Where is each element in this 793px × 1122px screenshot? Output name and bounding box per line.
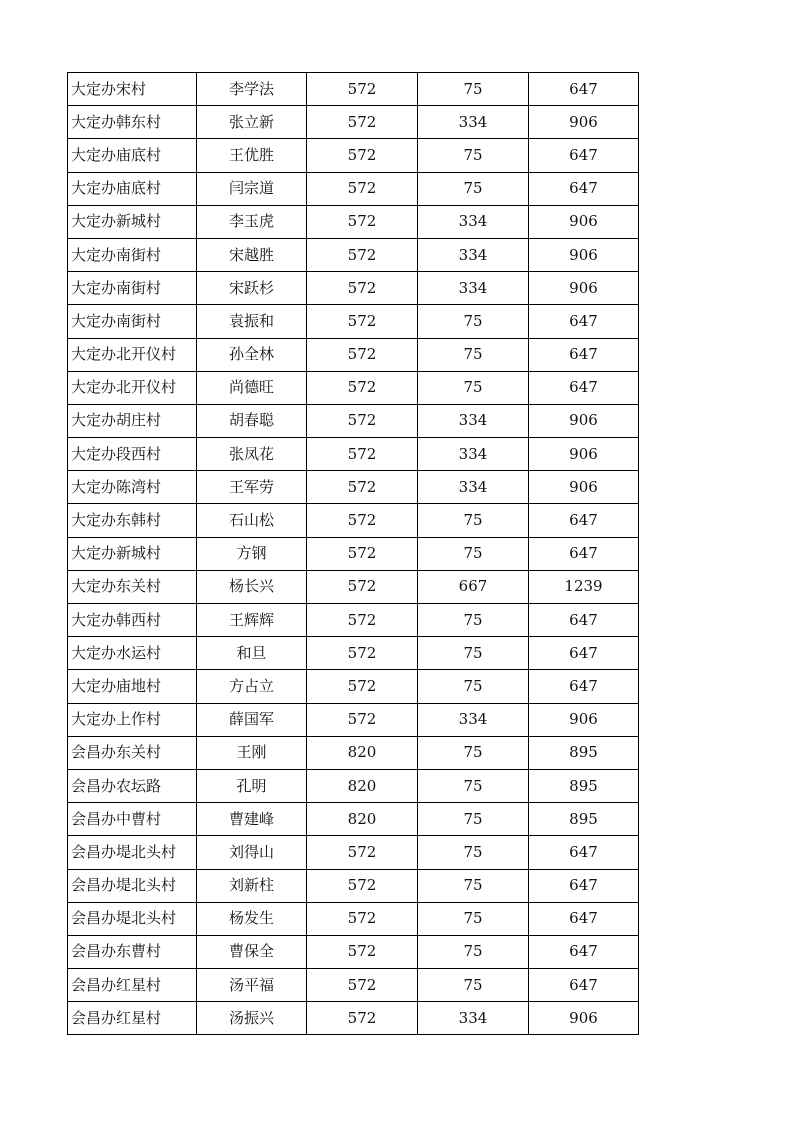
cell-village: 大定办北开仪村	[68, 371, 197, 404]
cell-village: 大定办韩东村	[68, 106, 197, 139]
cell-amount-b: 75	[418, 172, 529, 205]
cell-amount-total: 647	[529, 902, 639, 935]
cell-person-name: 李玉虎	[197, 205, 307, 238]
cell-amount-a: 572	[307, 205, 418, 238]
table-row	[68, 471, 639, 504]
cell-amount-b: 75	[418, 969, 529, 1002]
cell-person-name: 王军劳	[197, 471, 307, 504]
cell-village: 大定办水运村	[68, 637, 197, 670]
table-row	[68, 73, 639, 106]
cell-amount-b: 75	[418, 803, 529, 836]
cell-amount-total: 647	[529, 371, 639, 404]
cell-village: 会昌办东关村	[68, 736, 197, 769]
cell-amount-b: 334	[418, 438, 529, 471]
cell-amount-total: 895	[529, 769, 639, 802]
cell-village: 会昌办农坛路	[68, 769, 197, 802]
cell-amount-total: 647	[529, 504, 639, 537]
cell-amount-b: 75	[418, 73, 529, 106]
cell-amount-total: 647	[529, 670, 639, 703]
cell-village: 大定办东韩村	[68, 504, 197, 537]
cell-amount-total: 647	[529, 969, 639, 1002]
cell-village: 会昌办东曹村	[68, 935, 197, 968]
cell-village: 大定办庙地村	[68, 670, 197, 703]
table-row	[68, 404, 639, 437]
cell-village: 大定办新城村	[68, 537, 197, 570]
cell-amount-b: 667	[418, 570, 529, 603]
table-row	[68, 438, 639, 471]
table-row	[68, 272, 639, 305]
table-row	[68, 1002, 639, 1035]
cell-amount-b: 334	[418, 1002, 529, 1035]
cell-amount-total: 647	[529, 935, 639, 968]
table-row	[68, 803, 639, 836]
table-row	[68, 869, 639, 902]
cell-amount-b: 334	[418, 404, 529, 437]
cell-person-name: 杨发生	[197, 902, 307, 935]
table-row	[68, 305, 639, 338]
cell-village: 大定办胡庄村	[68, 404, 197, 437]
cell-amount-total: 1239	[529, 570, 639, 603]
cell-amount-total: 647	[529, 604, 639, 637]
cell-amount-b: 75	[418, 637, 529, 670]
table-row	[68, 736, 639, 769]
cell-village: 会昌办红星村	[68, 1002, 197, 1035]
table-row	[68, 205, 639, 238]
cell-person-name: 石山松	[197, 504, 307, 537]
cell-person-name: 孙全林	[197, 338, 307, 371]
cell-amount-b: 334	[418, 471, 529, 504]
cell-village: 大定办陈湾村	[68, 471, 197, 504]
cell-person-name: 刘得山	[197, 836, 307, 869]
cell-village: 会昌办堤北头村	[68, 836, 197, 869]
cell-person-name: 张凤花	[197, 438, 307, 471]
cell-amount-total: 647	[529, 338, 639, 371]
cell-amount-b: 75	[418, 902, 529, 935]
cell-person-name: 曹建峰	[197, 803, 307, 836]
cell-village: 大定办南街村	[68, 238, 197, 271]
cell-person-name: 李学法	[197, 73, 307, 106]
cell-amount-a: 572	[307, 139, 418, 172]
table-row	[68, 935, 639, 968]
cell-amount-total: 906	[529, 272, 639, 305]
cell-person-name: 方占立	[197, 670, 307, 703]
cell-amount-b: 75	[418, 670, 529, 703]
cell-amount-b: 75	[418, 769, 529, 802]
cell-amount-b: 75	[418, 836, 529, 869]
cell-amount-b: 75	[418, 139, 529, 172]
cell-amount-a: 572	[307, 570, 418, 603]
table-row	[68, 371, 639, 404]
cell-amount-b: 75	[418, 338, 529, 371]
cell-village: 大定办庙底村	[68, 139, 197, 172]
cell-amount-total: 906	[529, 471, 639, 504]
cell-amount-b: 75	[418, 371, 529, 404]
table-row	[68, 637, 639, 670]
cell-village: 大定办段西村	[68, 438, 197, 471]
cell-amount-b: 75	[418, 504, 529, 537]
cell-person-name: 汤振兴	[197, 1002, 307, 1035]
table-row	[68, 106, 639, 139]
table-row	[68, 537, 639, 570]
cell-amount-a: 820	[307, 803, 418, 836]
cell-village: 会昌办堤北头村	[68, 902, 197, 935]
cell-amount-a: 572	[307, 604, 418, 637]
table-row	[68, 670, 639, 703]
cell-person-name: 和旦	[197, 637, 307, 670]
cell-amount-b: 75	[418, 736, 529, 769]
cell-person-name: 汤平福	[197, 969, 307, 1002]
cell-amount-total: 647	[529, 73, 639, 106]
cell-amount-a: 572	[307, 836, 418, 869]
table-row	[68, 836, 639, 869]
cell-amount-a: 572	[307, 902, 418, 935]
cell-person-name: 袁振和	[197, 305, 307, 338]
cell-amount-a: 572	[307, 537, 418, 570]
cell-amount-b: 75	[418, 305, 529, 338]
cell-amount-total: 647	[529, 172, 639, 205]
cell-amount-a: 572	[307, 471, 418, 504]
cell-amount-total: 647	[529, 537, 639, 570]
cell-amount-a: 572	[307, 670, 418, 703]
cell-amount-total: 647	[529, 305, 639, 338]
cell-person-name: 曹保全	[197, 935, 307, 968]
cell-amount-a: 572	[307, 404, 418, 437]
cell-amount-a: 572	[307, 703, 418, 736]
cell-village: 大定办宋村	[68, 73, 197, 106]
cell-amount-a: 820	[307, 769, 418, 802]
cell-person-name: 张立新	[197, 106, 307, 139]
cell-person-name: 孔明	[197, 769, 307, 802]
cell-amount-b: 75	[418, 537, 529, 570]
cell-amount-b: 334	[418, 205, 529, 238]
cell-person-name: 刘新柱	[197, 869, 307, 902]
cell-village: 大定办东关村	[68, 570, 197, 603]
cell-amount-a: 572	[307, 1002, 418, 1035]
table-body	[68, 73, 639, 1035]
cell-amount-b: 334	[418, 106, 529, 139]
cell-amount-total: 906	[529, 106, 639, 139]
cell-village: 大定办新城村	[68, 205, 197, 238]
cell-person-name: 王优胜	[197, 139, 307, 172]
table-row	[68, 969, 639, 1002]
cell-village: 会昌办红星村	[68, 969, 197, 1002]
cell-amount-a: 820	[307, 736, 418, 769]
cell-person-name: 尚德旺	[197, 371, 307, 404]
cell-amount-total: 906	[529, 703, 639, 736]
cell-amount-a: 572	[307, 869, 418, 902]
cell-amount-a: 572	[307, 172, 418, 205]
cell-village: 大定办南街村	[68, 272, 197, 305]
cell-amount-total: 906	[529, 438, 639, 471]
cell-person-name: 薛国军	[197, 703, 307, 736]
cell-amount-total: 895	[529, 736, 639, 769]
cell-amount-total: 906	[529, 404, 639, 437]
cell-person-name: 杨长兴	[197, 570, 307, 603]
table-row	[68, 504, 639, 537]
cell-amount-a: 572	[307, 73, 418, 106]
cell-person-name: 方钢	[197, 537, 307, 570]
table-row	[68, 769, 639, 802]
cell-amount-a: 572	[307, 935, 418, 968]
cell-village: 大定办南街村	[68, 305, 197, 338]
cell-amount-total: 647	[529, 637, 639, 670]
cell-amount-total: 906	[529, 1002, 639, 1035]
cell-person-name: 王刚	[197, 736, 307, 769]
cell-amount-a: 572	[307, 637, 418, 670]
table-row	[68, 338, 639, 371]
cell-person-name: 宋越胜	[197, 238, 307, 271]
cell-amount-total: 647	[529, 139, 639, 172]
table-row	[68, 172, 639, 205]
table-row	[68, 902, 639, 935]
cell-village: 会昌办中曹村	[68, 803, 197, 836]
cell-amount-a: 572	[307, 504, 418, 537]
cell-amount-a: 572	[307, 305, 418, 338]
cell-village: 大定办庙底村	[68, 172, 197, 205]
cell-amount-a: 572	[307, 371, 418, 404]
table-row	[68, 139, 639, 172]
cell-amount-b: 334	[418, 703, 529, 736]
cell-village: 大定办韩西村	[68, 604, 197, 637]
cell-person-name: 宋跃杉	[197, 272, 307, 305]
cell-person-name: 王辉辉	[197, 604, 307, 637]
table-row	[68, 570, 639, 603]
cell-amount-a: 572	[307, 272, 418, 305]
cell-amount-a: 572	[307, 338, 418, 371]
cell-amount-total: 895	[529, 803, 639, 836]
cell-amount-total: 647	[529, 869, 639, 902]
data-table	[67, 72, 639, 1035]
cell-amount-a: 572	[307, 969, 418, 1002]
cell-amount-total: 906	[529, 205, 639, 238]
cell-person-name: 闫宗道	[197, 172, 307, 205]
cell-amount-a: 572	[307, 438, 418, 471]
cell-village: 大定办上作村	[68, 703, 197, 736]
cell-amount-b: 75	[418, 869, 529, 902]
table-row	[68, 238, 639, 271]
cell-amount-total: 647	[529, 836, 639, 869]
cell-amount-a: 572	[307, 238, 418, 271]
table-row	[68, 703, 639, 736]
cell-person-name: 胡春聪	[197, 404, 307, 437]
cell-amount-b: 75	[418, 604, 529, 637]
cell-village: 大定办北开仪村	[68, 338, 197, 371]
cell-amount-b: 334	[418, 272, 529, 305]
cell-amount-b: 75	[418, 935, 529, 968]
cell-amount-total: 906	[529, 238, 639, 271]
table-row	[68, 604, 639, 637]
cell-amount-b: 334	[418, 238, 529, 271]
cell-village: 会昌办堤北头村	[68, 869, 197, 902]
cell-amount-a: 572	[307, 106, 418, 139]
